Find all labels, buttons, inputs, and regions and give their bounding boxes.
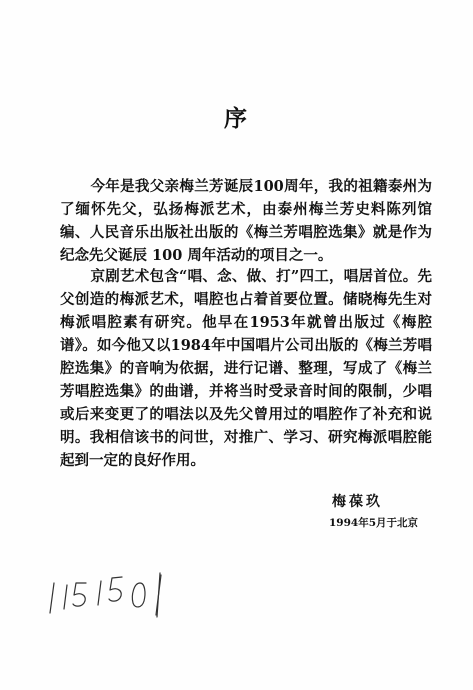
paragraph-1: 今年是我父亲梅兰芳诞辰100周年，我的祖籍泰州为了缅怀先父，弘扬梅派艺术，由泰州梅兰芳史料陈列馆编、人民音乐出版社出版的《梅兰芳唱腔选集》就是作为纪念先父诞辰 100 周年活动的项目之一。 [60, 178, 432, 264]
handwritten-mark [42, 565, 202, 625]
author-signature: 梅葆玖 [332, 494, 383, 510]
handwritten-numbers-image [42, 565, 202, 625]
signature-date: 1994年5月于北京 [328, 517, 418, 529]
preface-title: 序 [224, 105, 247, 132]
paragraph-2: 京剧艺术包含“唱、念、做、打”四工，唱居首位。先父创造的梅派艺术，唱腔也占着首要位置。储晓梅先生对梅派唱腔素有研究。他早在1953年就曾出版过《梅腔谱》。如今他又以1984年中国唱片公司出版的《梅兰芳唱腔选集》的音响为依据，进行记谱、整理，写成了《梅兰芳唱腔选集》的曲谱，并将当时受录音时间的限制，少唱或后来变更了的唱法以及先父曾用过的唱腔作了补充和说明。我相信该书的问世，对推广、学习、研究梅派唱腔能起到一定的良好作用。 [60, 268, 432, 469]
